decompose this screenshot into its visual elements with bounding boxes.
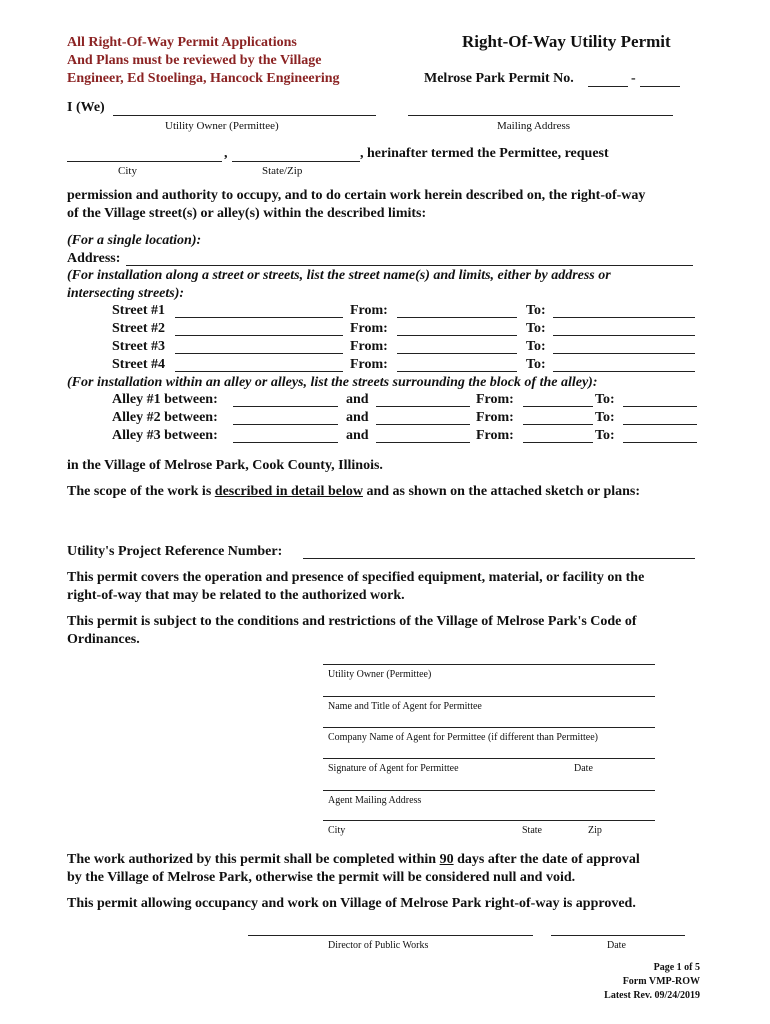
permittee-request-text: , herinafter termed the Permittee, request [360,146,609,161]
completion-prefix: The work authorized by this permit shall be completed within [67,852,437,867]
alley-to-field[interactable] [623,406,697,407]
street-from-field[interactable] [397,371,517,372]
alley-between-field-1[interactable] [233,406,338,407]
street-from-label: From: [350,321,388,336]
completion-days: 90 [439,852,454,867]
city-caption: City [118,165,137,177]
alley-from-field[interactable] [523,442,593,443]
agent-city-line[interactable] [323,820,655,821]
covers-line-2: right-of-way that may be related to the authorized work. [67,588,405,603]
scope-underlined: described in detail below [214,484,363,499]
location-text: in the Village of Melrose Park, Cook County, Illinois. [67,458,383,473]
scope-text [67,484,640,500]
alley-from-label: From: [476,410,514,425]
mailing-address-caption: Mailing Address [497,120,571,132]
address-label: Address: [67,251,121,266]
alley-between-field-1[interactable] [233,424,338,425]
utility-owner-caption: Utility Owner (Permittee) [165,120,279,132]
header-note-line-3: Engineer, Ed Stoelinga, Hancock Engineering [67,71,340,86]
street-label: Street #3 [112,339,165,354]
permit-number-field-2[interactable] [640,86,680,87]
director-caption: Director of Public Works [328,940,429,951]
agent-state-caption: State [522,825,542,836]
street-from-field[interactable] [397,335,517,336]
subject-line-1: This permit is subject to the conditions and restrictions of the Village of Melrose Park's Code of [67,614,637,629]
streets-heading-line-1: (For installation along a street or streets, list the street name(s) and limits, either by address or [67,268,611,283]
street-from-field[interactable] [397,353,517,354]
street-from-label: From: [350,357,388,372]
request-line-1: permission and authority to occupy, and to do certain work herein described on, the right-of-way [67,188,646,203]
street-to-label: To: [526,357,546,372]
permit-number-separator: - [631,71,636,86]
agent-mailing-line[interactable] [323,790,655,791]
approval-text: This permit allowing occupancy and work on Village of Melrose Park right-of-way is approved. [67,896,636,911]
street-from-label: From: [350,303,388,318]
single-location-heading: (For a single location): [67,233,202,248]
reference-number-label: Utility's Project Reference Number: [67,544,283,559]
covers-line-1: This permit covers the operation and presence of specified equipment, material, or facility on the [67,570,645,585]
utility-owner-field[interactable] [113,115,376,116]
agent-signature-caption: Signature of Agent for Permittee [328,763,459,774]
reference-number-field[interactable] [303,558,695,559]
street-from-label: From: [350,339,388,354]
street-from-field[interactable] [397,317,517,318]
alley-to-label: To: [595,392,615,407]
agent-name-title-caption: Name and Title of Agent for Permittee [328,701,482,712]
alley-from-field[interactable] [523,424,593,425]
alley-to-label: To: [595,428,615,443]
street-name-field[interactable] [175,353,343,354]
footer-revision: Latest Rev. 09/24/2019 [604,990,700,1001]
permit-number-field-1[interactable] [588,86,628,87]
form-title: Right-Of-Way Utility Permit [462,32,671,51]
alley-label: Alley #2 between: [112,410,218,425]
alley-and-label: and [346,410,369,425]
alley-between-field-1[interactable] [233,442,338,443]
alley-to-field[interactable] [623,442,697,443]
alley-from-label: From: [476,428,514,443]
we-label: I (We) [67,100,105,115]
alley-from-label: From: [476,392,514,407]
completion-suffix: days after the date of approval [457,852,640,867]
completion-line-2: by the Village of Melrose Park, otherwise the permit will be considered null and void. [67,870,576,885]
utility-owner-sig-caption: Utility Owner (Permittee) [328,669,432,680]
request-line-2: of the Village street(s) or alley(s) within the described limits: [67,206,427,221]
header-note-line-1: All Right-Of-Way Permit Applications [67,35,297,50]
city-field[interactable] [67,161,222,162]
alley-to-field[interactable] [623,424,697,425]
scope-suffix: and as shown on the attached sketch or plans: [366,484,641,499]
street-label: Street #4 [112,357,165,372]
city-comma: , [224,146,228,161]
street-to-field[interactable] [553,371,695,372]
footer-page: Page 1 of 5 [653,962,700,973]
address-field[interactable] [126,265,693,266]
agent-city-caption: City [328,825,346,836]
permit-number-label: Melrose Park Permit No. [424,71,574,86]
director-date-caption: Date [607,940,626,951]
street-label: Street #2 [112,321,165,336]
state-zip-caption: State/Zip [262,165,303,177]
alley-between-field-2[interactable] [376,406,470,407]
alley-and-label: and [346,392,369,407]
street-name-field[interactable] [175,335,343,336]
state-zip-field[interactable] [232,161,360,162]
streets-heading-line-2: intersecting streets): [67,286,185,301]
subject-line-2: Ordinances. [67,632,140,647]
utility-owner-signature-line[interactable] [323,664,655,665]
alley-label: Alley #3 between: [112,428,218,443]
completion-line-1 [67,852,640,868]
agent-name-title-line[interactable] [323,696,655,697]
alley-and-label: and [346,428,369,443]
agent-zip-caption: Zip [588,825,602,836]
street-to-field[interactable] [553,335,695,336]
street-to-label: To: [526,339,546,354]
footer-form: Form VMP-ROW [622,976,700,987]
alley-to-label: To: [595,410,615,425]
alley-between-field-2[interactable] [376,442,470,443]
director-signature-line[interactable] [248,935,533,936]
scope-prefix: The scope of the work is [67,484,212,499]
mailing-address-field[interactable] [408,115,673,116]
company-name-caption: Company Name of Agent for Permittee (if different than Permittee) [328,732,599,743]
agent-mailing-caption: Agent Mailing Address [328,795,422,806]
street-name-field[interactable] [175,371,343,372]
street-to-field[interactable] [553,317,695,318]
street-label: Street #1 [112,303,165,318]
street-to-label: To: [526,303,546,318]
director-date-line[interactable] [551,935,685,936]
street-to-field[interactable] [553,353,695,354]
agent-signature-line[interactable] [323,758,655,759]
alley-from-field[interactable] [523,406,593,407]
company-name-line[interactable] [323,727,655,728]
street-to-label: To: [526,321,546,336]
alley-between-field-2[interactable] [376,424,470,425]
agent-date-caption: Date [574,763,593,774]
alleys-heading: (For installation within an alley or alleys, list the streets surrounding the block of the alley): [67,375,598,390]
street-name-field[interactable] [175,317,343,318]
header-note-line-2: And Plans must be reviewed by the Village [67,53,322,68]
alley-label: Alley #1 between: [112,392,218,407]
